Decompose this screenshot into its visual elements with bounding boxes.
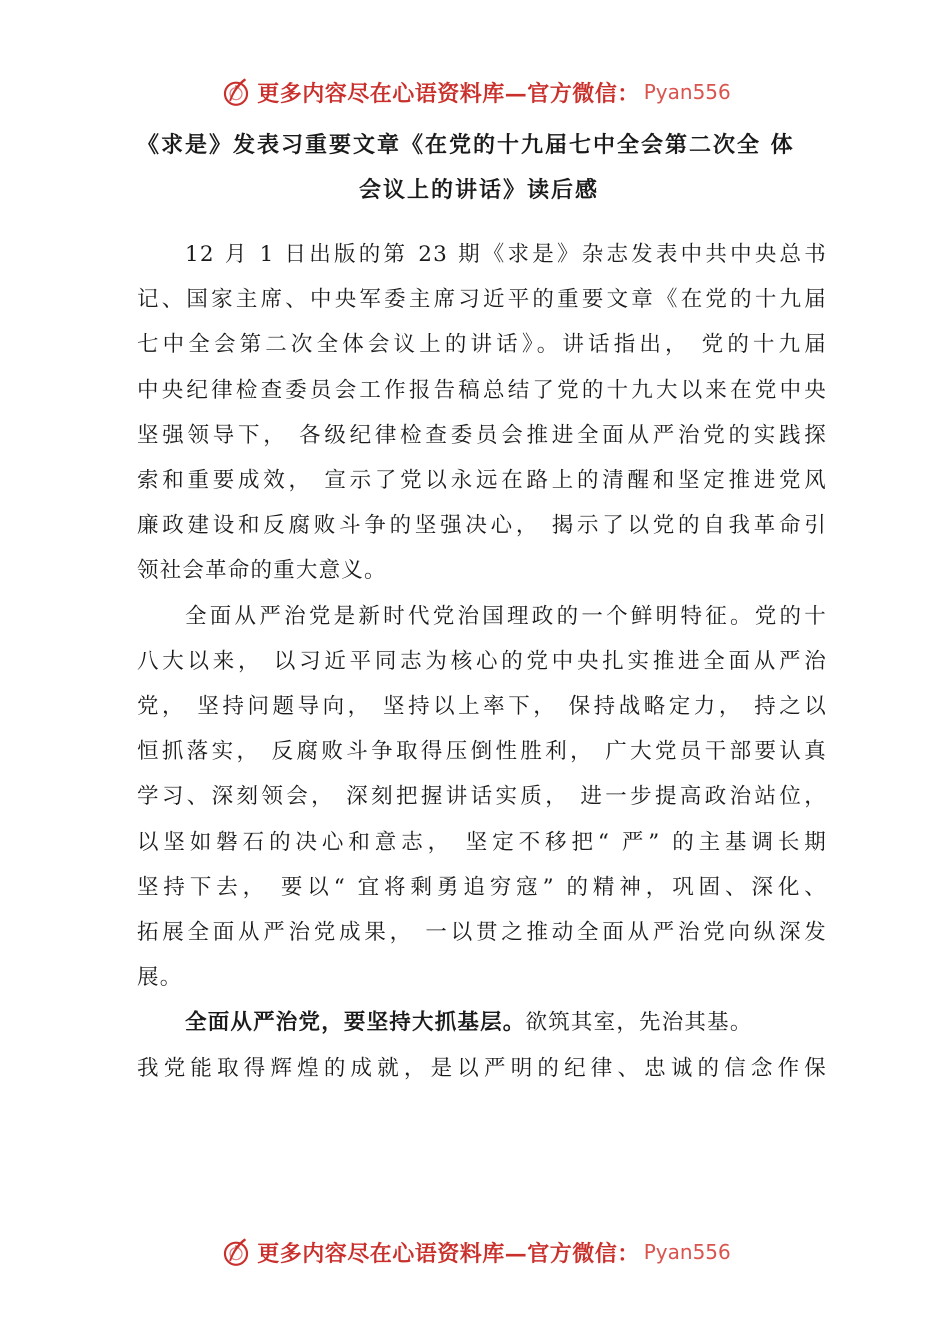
text-line: 恒抓落实， 反腐败斗争取得压倒性胜利， 广大党员干部要认真 (137, 739, 827, 765)
watermark-text: 更多内容尽在心语资料库—官方微信： (257, 80, 640, 107)
paragraph-2 (137, 594, 827, 1001)
watermark-wechat-id: Pyan556 (643, 1240, 731, 1264)
text-line: 记、国家主席、中央军委主席习近平的重要文章《在党的十九届 (137, 287, 827, 313)
text-line-lead (137, 1000, 827, 1045)
watermark-wechat-id: Pyan556 (643, 80, 731, 104)
paragraph-1 (137, 232, 827, 594)
text-line: 党， 坚持问题导向， 坚持以上率下， 保持战略定力， 持之以 (137, 694, 827, 720)
watermark-footer (0, 1232, 950, 1272)
text-line: 全面从严治党是新时代党治国理政的一个鲜明特征。党的十 (185, 603, 827, 629)
text-line: 我党能取得辉煌的成就，是以严明的纪律、忠诚的信念作保 (137, 1055, 827, 1081)
text-line: 坚持下去， 要以“ 宜将剩勇追穷寇” 的精神，巩固、深化、 (137, 874, 827, 900)
text-line: 坚强领导下， 各级纪律检查委员会推进全面从严治党的实践探 (137, 422, 827, 448)
bold-lead-sentence: 全面从严治党，要坚持大抓基层。 (185, 1010, 526, 1036)
text-line: 八大以来， 以习近平同志为核心的党中央扎实推进全面从严治 (137, 648, 827, 674)
document-title-line-1: 《求是》发表习重要文章《在党的十九届七中全会第二次全 体 (137, 132, 795, 158)
text-line: 索和重要成效， 宣示了党以永远在路上的清醒和坚定推进党风 (137, 468, 827, 494)
quill-logo-icon (219, 75, 253, 109)
text-line: 展。 (137, 965, 183, 991)
text-line: 学习、深刻领会， 深刻把握讲话实质， 进一步提高政治站位， (137, 784, 827, 810)
text-line: 拓展全面从严治党成果， 一以贯之推动全面从严治党向纵深发 (137, 920, 827, 946)
watermark-header (0, 72, 950, 112)
paragraph-3 (137, 1000, 827, 1090)
text-line: 中央纪律检查委员会工作报告稿总结了党的十九大以来在党中央 (137, 377, 827, 403)
text-line: 廉政建设和反腐败斗争的坚强决心， 揭示了以党的自我革命引 (137, 513, 827, 539)
lead-rest: 欲筑其室，先治其基。 (525, 1010, 753, 1036)
text-line: 七中全会第二次全体会议上的讲话》。讲话指出， 党的十九届 (137, 332, 827, 358)
text-line: 领社会革命的重大意义。 (137, 558, 387, 584)
quill-logo-icon (219, 1235, 253, 1269)
document-title-line-2: 会议上的讲话》读后感 (358, 177, 599, 203)
watermark-text: 更多内容尽在心语资料库—官方微信： (257, 1240, 640, 1267)
text-line: 12 月 1 日出版的第 23 期《求是》杂志发表中共中央总书 (185, 242, 827, 267)
article-body (137, 232, 827, 1091)
text-line: 以坚如磐石的决心和意志， 坚定不移把“ 严” 的主基调长期 (137, 829, 827, 855)
